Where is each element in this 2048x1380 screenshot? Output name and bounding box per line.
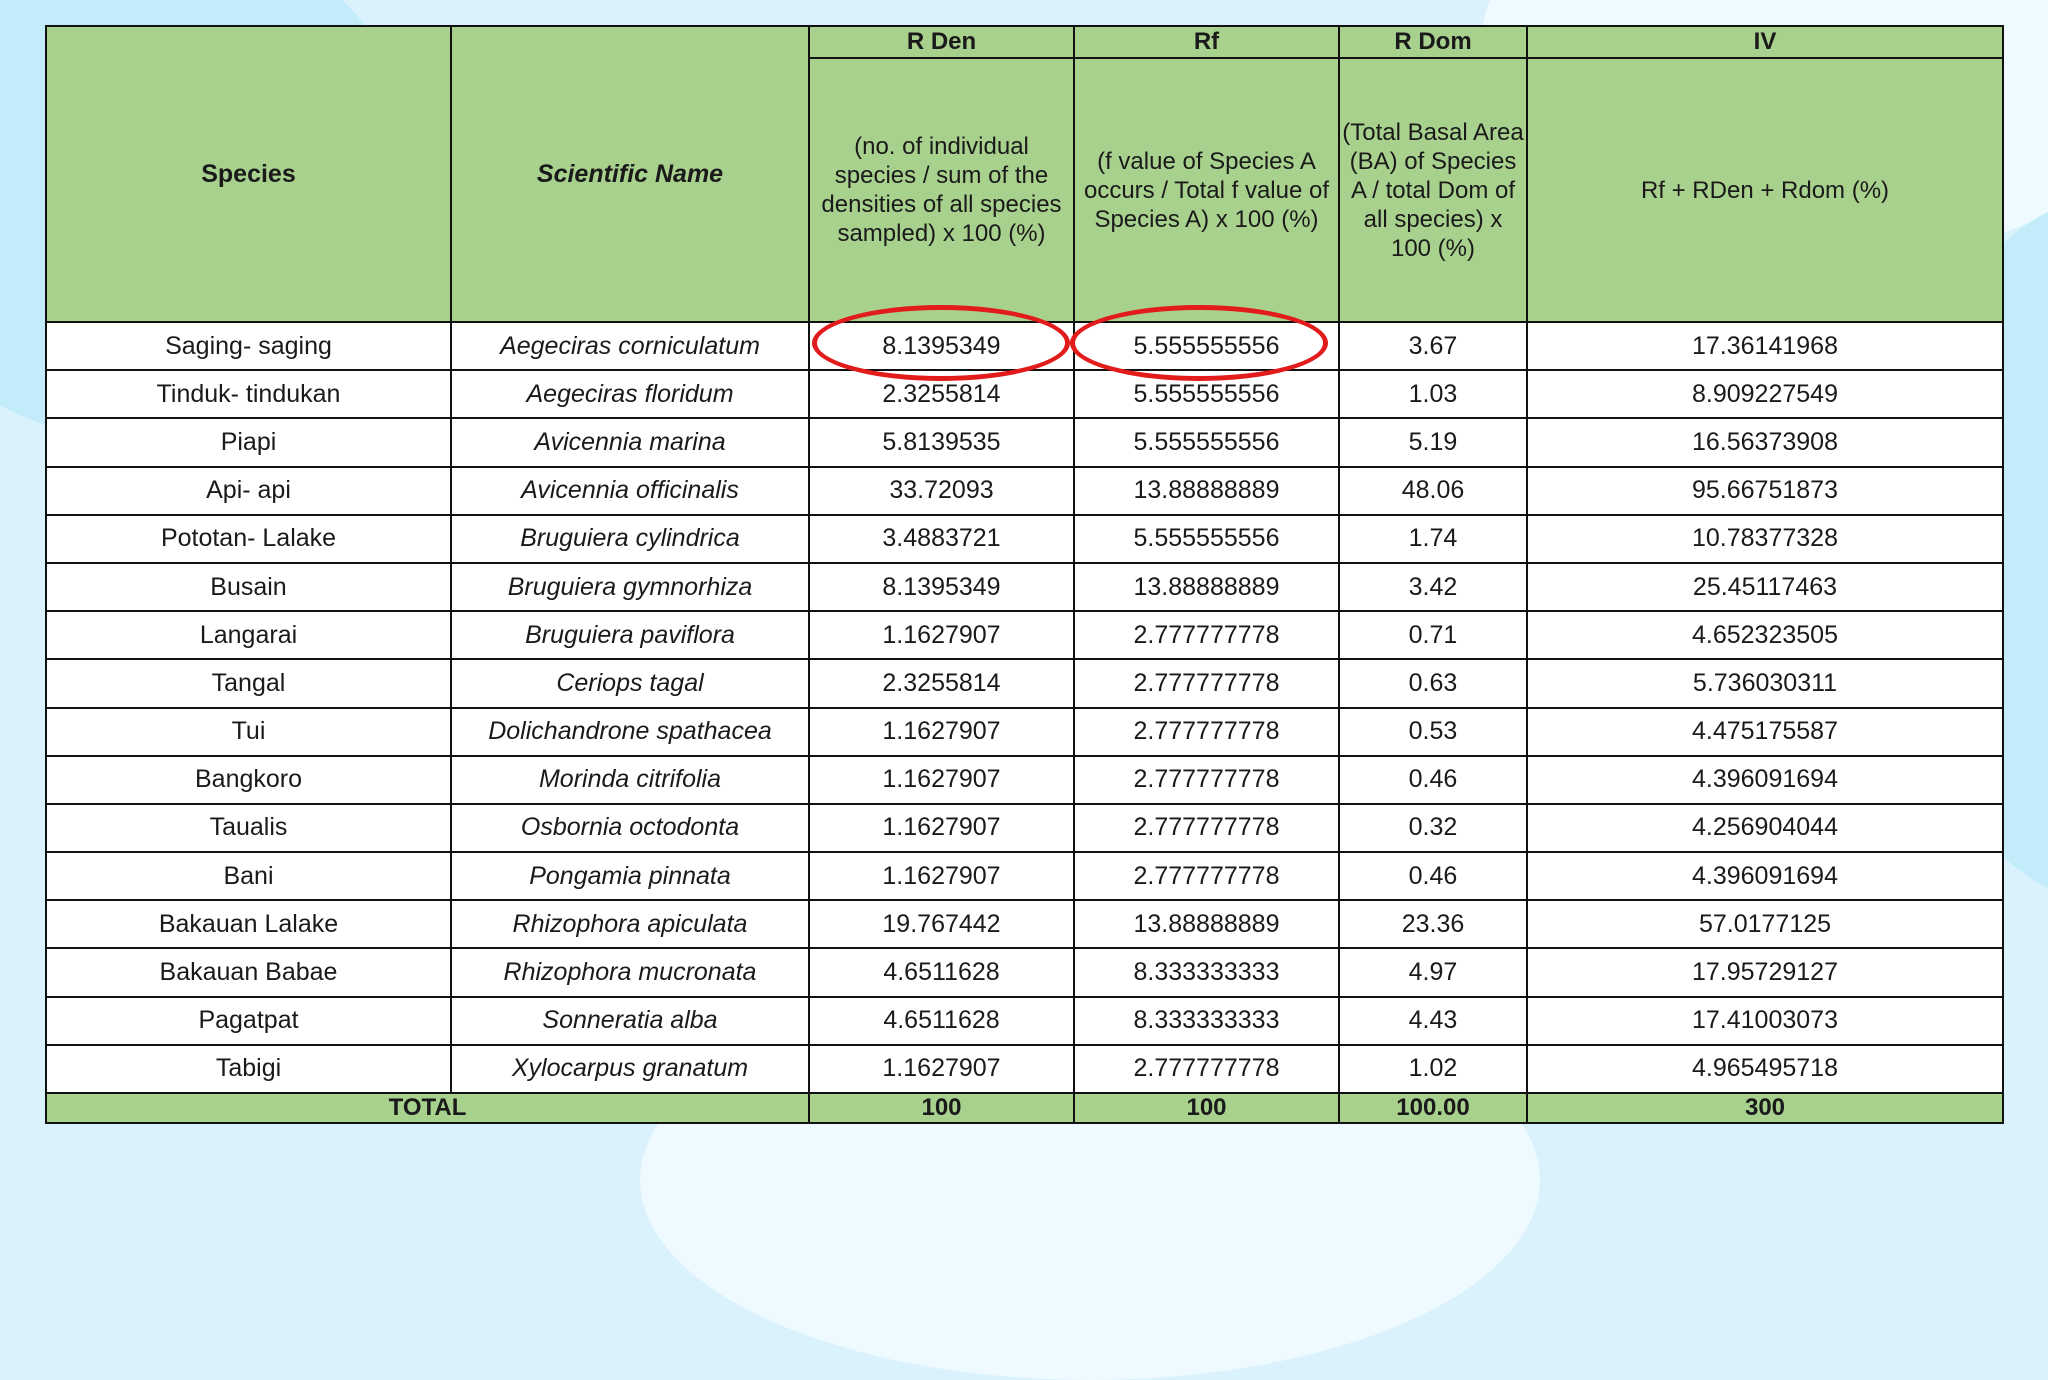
header-iv-formula: Rf + RDen + Rdom (%) [1527,58,2003,322]
total-row [46,1093,2003,1123]
rdom-cell: 0.46 [1339,852,1527,900]
table-row [46,611,2003,659]
iv-cell: 4.396091694 [1527,852,2003,900]
table-row [46,900,2003,948]
rdom-cell: 0.46 [1339,756,1527,804]
rf-cell: 2.777777778 [1074,1045,1339,1093]
iv-cell: 5.736030311 [1527,659,2003,707]
rdom-cell: 1.03 [1339,370,1527,418]
total-rden: 100 [809,1093,1074,1123]
rdom-cell: 0.71 [1339,611,1527,659]
rf-cell: 8.333333333 [1074,997,1339,1045]
iv-cell: 17.36141968 [1527,322,2003,370]
scientific-name-cell: Avicennia marina [451,418,809,466]
iv-cell: 17.95729127 [1527,948,2003,996]
rf-cell: 2.777777778 [1074,852,1339,900]
species-cell: Piapi [46,418,451,466]
table-row [46,708,2003,756]
rden-cell: 1.1627907 [809,804,1074,852]
iv-cell: 25.45117463 [1527,563,2003,611]
rden-cell: 5.8139535 [809,418,1074,466]
rf-cell: 2.777777778 [1074,611,1339,659]
total-iv: 300 [1527,1093,2003,1123]
total-label: TOTAL [46,1093,809,1123]
header-scientific-name: Scientific Name [451,26,809,322]
species-cell: Tinduk- tindukan [46,370,451,418]
scientific-name-cell: Dolichandrone spathacea [451,708,809,756]
table-row [46,948,2003,996]
iv-cell: 4.652323505 [1527,611,2003,659]
scientific-name-cell: Rhizophora mucronata [451,948,809,996]
header-species: Species [46,26,451,322]
iv-cell: 8.909227549 [1527,370,2003,418]
table-row [46,997,2003,1045]
species-cell: Langarai [46,611,451,659]
rf-cell: 2.777777778 [1074,756,1339,804]
iv-cell: 57.0177125 [1527,900,2003,948]
rf-cell: 2.777777778 [1074,708,1339,756]
table-row [46,1045,2003,1093]
scientific-name-cell: Ceriops tagal [451,659,809,707]
scientific-name-cell: Aegeciras corniculatum [451,322,809,370]
table-row [46,852,2003,900]
header-rdom-formula: (Total Basal Area (BA) of Species A / total Dom of all species) x 100 (%) [1339,58,1527,322]
rden-cell: 3.4883721 [809,515,1074,563]
species-cell: Bani [46,852,451,900]
table-row [46,418,2003,466]
header-rf: Rf [1074,26,1339,58]
iv-cell: 4.256904044 [1527,804,2003,852]
scientific-name-cell: Sonneratia alba [451,997,809,1045]
table-row [46,659,2003,707]
rdom-cell: 4.43 [1339,997,1527,1045]
rf-cell: 5.555555556 [1074,515,1339,563]
rden-cell: 1.1627907 [809,1045,1074,1093]
header-rden-formula: (no. of individual species / sum of the densities of all species sampled) x 100 (%) [809,58,1074,322]
rdom-cell: 3.42 [1339,563,1527,611]
rf-cell: 13.88888889 [1074,563,1339,611]
importance-value-table [45,25,2004,1124]
rden-cell: 1.1627907 [809,852,1074,900]
rden-cell: 8.1395349 [809,563,1074,611]
rf-cell: 5.555555556 [1074,418,1339,466]
iv-cell: 17.41003073 [1527,997,2003,1045]
rden-cell: 33.72093 [809,467,1074,515]
species-cell: Tangal [46,659,451,707]
iv-cell: 10.78377328 [1527,515,2003,563]
iv-cell: 4.396091694 [1527,756,2003,804]
importance-value-table-container [45,25,2002,1124]
rden-cell: 1.1627907 [809,756,1074,804]
rden-cell: 1.1627907 [809,708,1074,756]
table-row [46,804,2003,852]
species-cell: Tabigi [46,1045,451,1093]
header-rdom: R Dom [1339,26,1527,58]
rdom-cell: 0.53 [1339,708,1527,756]
rden-cell: 1.1627907 [809,611,1074,659]
rden-cell: 4.6511628 [809,948,1074,996]
header-iv: IV [1527,26,2003,58]
species-cell: Pototan- Lalake [46,515,451,563]
rden-cell: 2.3255814 [809,370,1074,418]
header-rf-formula: (f value of Species A occurs / Total f value of Species A) x 100 (%) [1074,58,1339,322]
rdom-cell: 23.36 [1339,900,1527,948]
scientific-name-cell: Bruguiera gymnorhiza [451,563,809,611]
table-row [46,756,2003,804]
rden-cell: 8.1395349 [809,322,1074,370]
table-row [46,467,2003,515]
table-body [46,322,2003,1093]
scientific-name-cell: Aegeciras floridum [451,370,809,418]
rdom-cell: 1.74 [1339,515,1527,563]
species-cell: Busain [46,563,451,611]
scientific-name-cell: Morinda citrifolia [451,756,809,804]
table-row [46,322,2003,370]
iv-cell: 16.56373908 [1527,418,2003,466]
rdom-cell: 1.02 [1339,1045,1527,1093]
species-cell: Pagatpat [46,997,451,1045]
scientific-name-cell: Osbornia octodonta [451,804,809,852]
iv-cell: 95.66751873 [1527,467,2003,515]
rden-cell: 4.6511628 [809,997,1074,1045]
species-cell: Bakauan Babae [46,948,451,996]
rf-cell: 8.333333333 [1074,948,1339,996]
table-row [46,515,2003,563]
rf-cell: 13.88888889 [1074,900,1339,948]
rf-cell: 5.555555556 [1074,322,1339,370]
rf-cell: 5.555555556 [1074,370,1339,418]
scientific-name-cell: Bruguiera paviflora [451,611,809,659]
total-rf: 100 [1074,1093,1339,1123]
species-cell: Bakauan Lalake [46,900,451,948]
species-cell: Bangkoro [46,756,451,804]
header-rden: R Den [809,26,1074,58]
scientific-name-cell: Pongamia pinnata [451,852,809,900]
rdom-cell: 0.32 [1339,804,1527,852]
rf-cell: 2.777777778 [1074,659,1339,707]
rdom-cell: 4.97 [1339,948,1527,996]
iv-cell: 4.475175587 [1527,708,2003,756]
species-cell: Taualis [46,804,451,852]
rden-cell: 2.3255814 [809,659,1074,707]
scientific-name-cell: Rhizophora apiculata [451,900,809,948]
rdom-cell: 3.67 [1339,322,1527,370]
species-cell: Tui [46,708,451,756]
table-row [46,370,2003,418]
scientific-name-cell: Bruguiera cylindrica [451,515,809,563]
rdom-cell: 48.06 [1339,467,1527,515]
table-row [46,563,2003,611]
rf-cell: 2.777777778 [1074,804,1339,852]
species-cell: Saging- saging [46,322,451,370]
rdom-cell: 5.19 [1339,418,1527,466]
rden-cell: 19.767442 [809,900,1074,948]
scientific-name-cell: Xylocarpus granatum [451,1045,809,1093]
species-cell: Api- api [46,467,451,515]
rf-cell: 13.88888889 [1074,467,1339,515]
total-rdom: 100.00 [1339,1093,1527,1123]
scientific-name-cell: Avicennia officinalis [451,467,809,515]
iv-cell: 4.965495718 [1527,1045,2003,1093]
rdom-cell: 0.63 [1339,659,1527,707]
